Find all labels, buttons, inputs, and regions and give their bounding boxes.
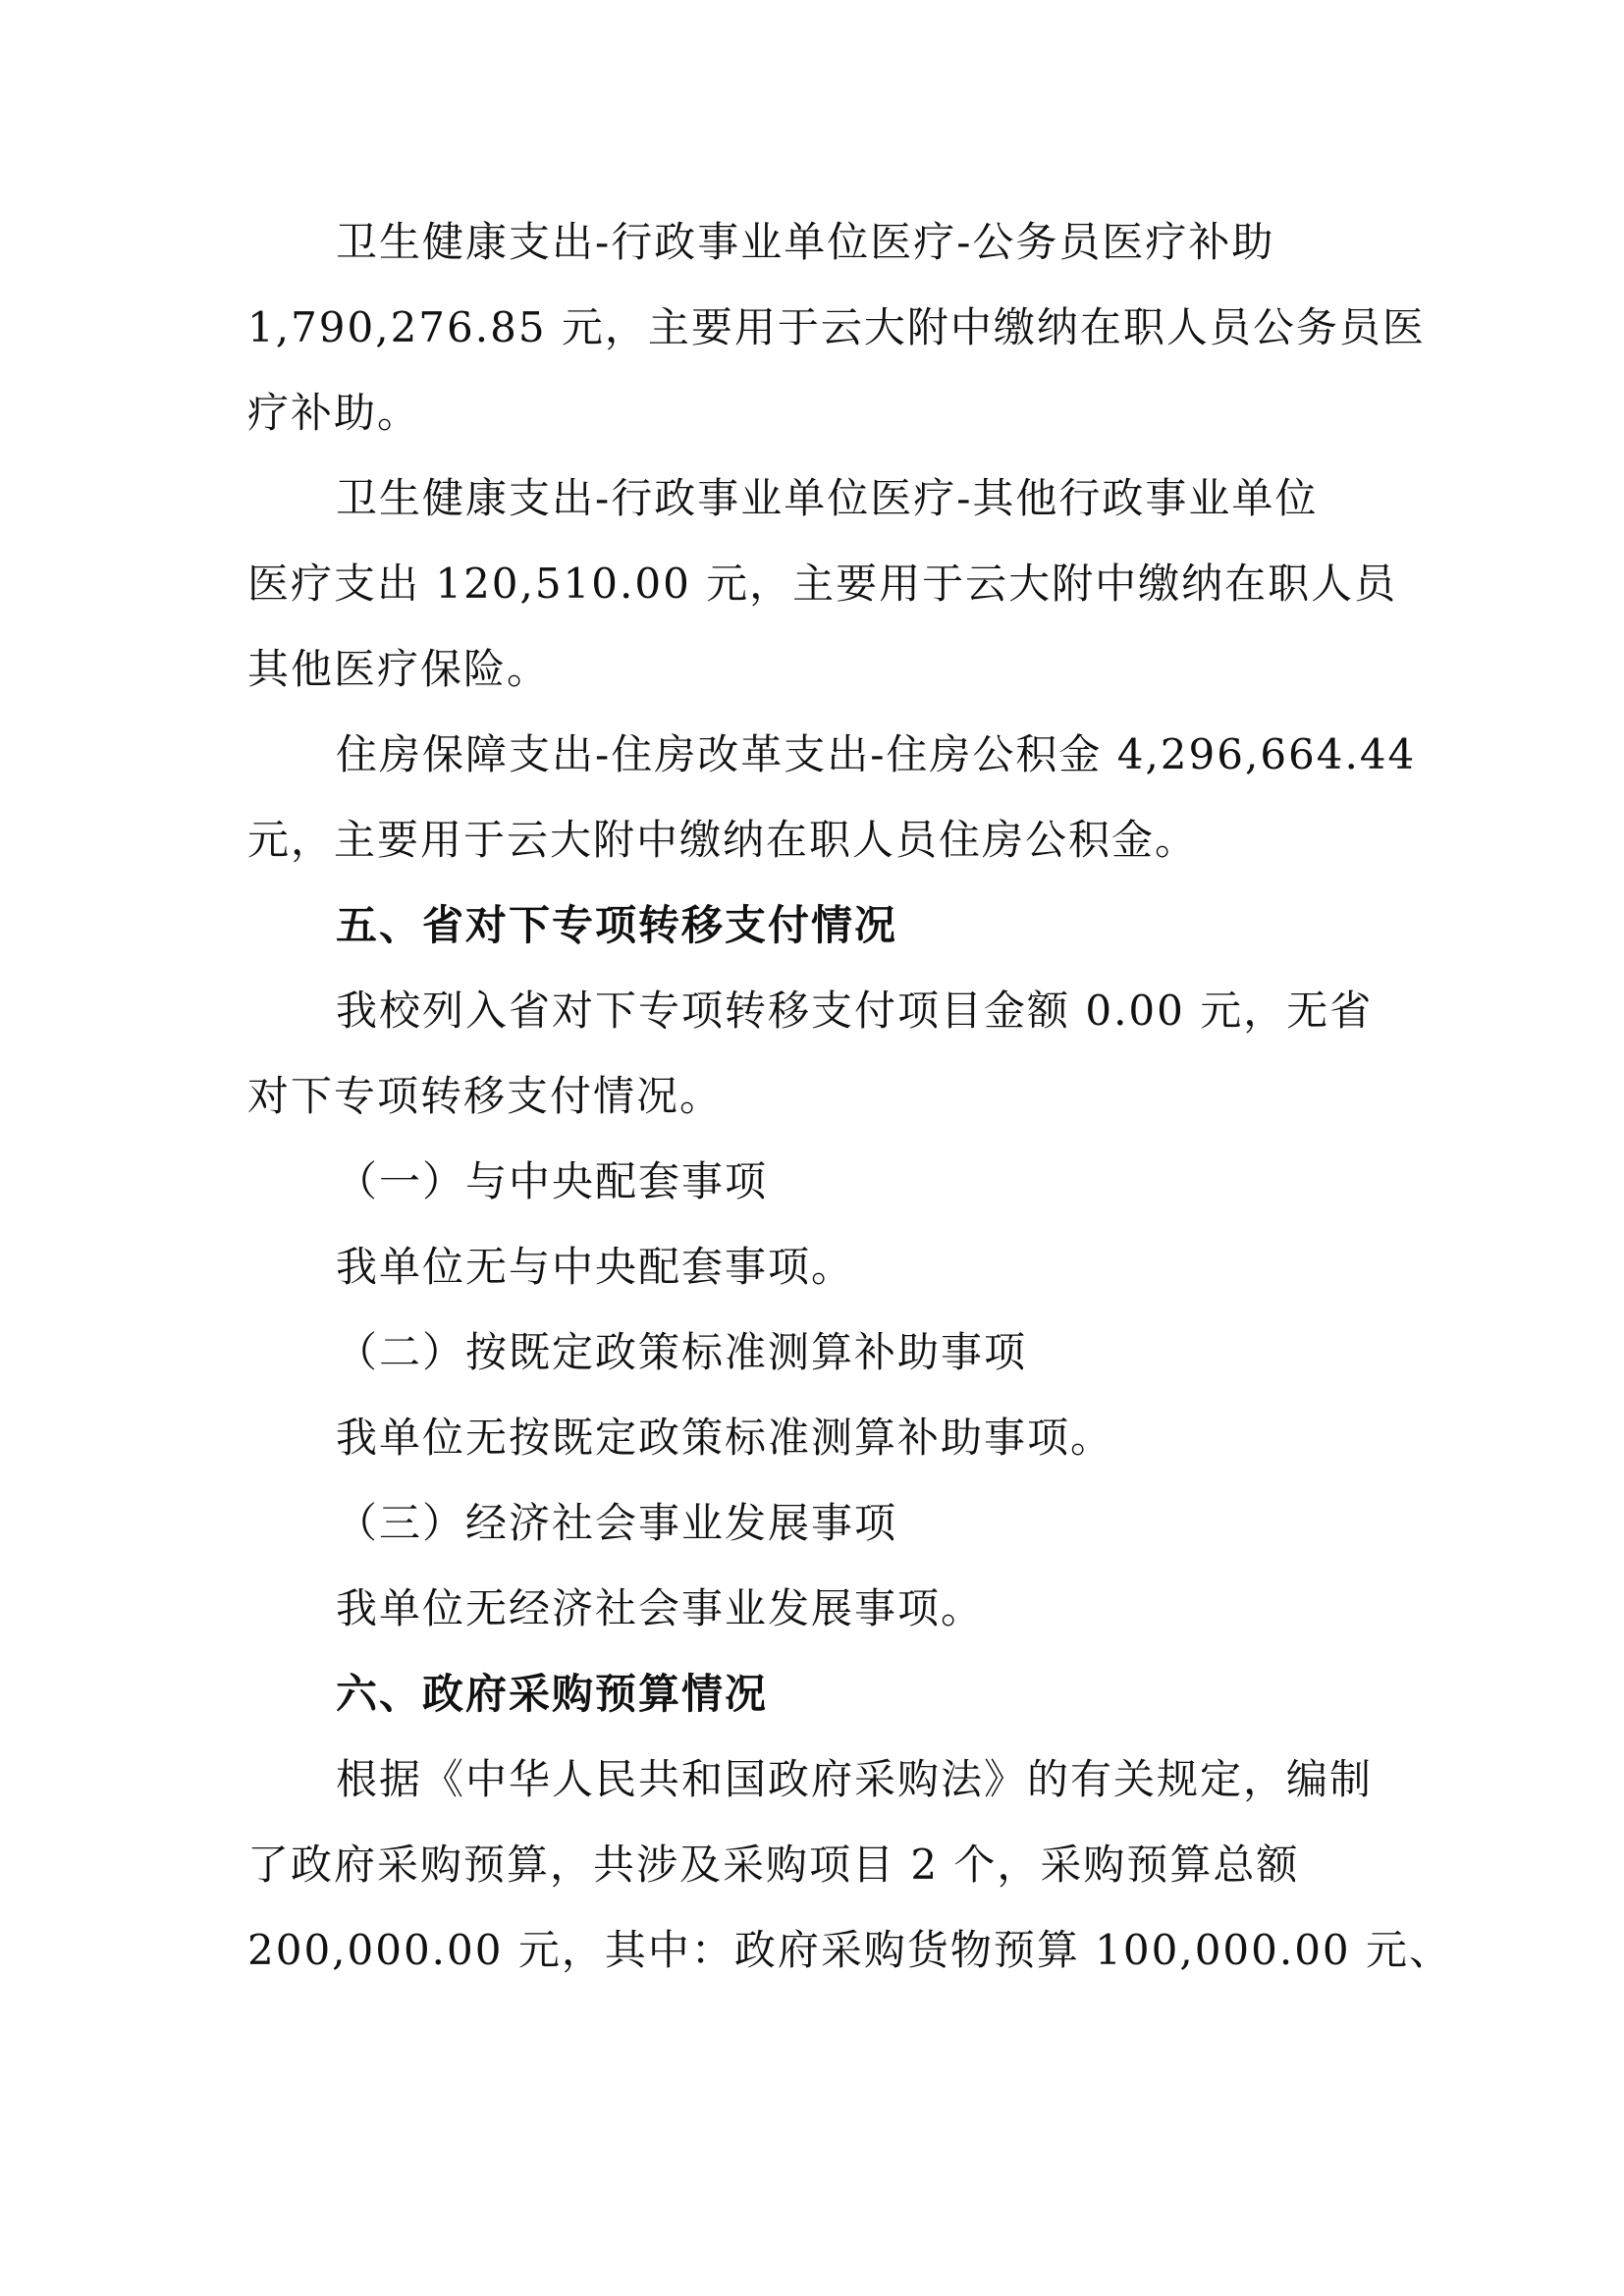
- paragraph-social-development: 我单位无经济社会事业发展事项。: [336, 1584, 985, 1632]
- section-heading-five: 五、省对下专项转移支付情况: [336, 901, 898, 949]
- paragraph-central-matching: 我单位无与中央配套事项。: [336, 1243, 855, 1291]
- subheading-central-matching: （一）与中央配套事项: [336, 1157, 769, 1205]
- paragraph-transfer-payment-line-2: 对下专项转移支付情况。: [247, 1072, 724, 1120]
- paragraph-procurement-line-2: 了政府采购预算，共涉及采购项目 2 个，采购预算总额: [247, 1841, 1300, 1889]
- section-heading-six: 六、政府采购预算情况: [336, 1670, 769, 1718]
- subheading-policy-subsidy: （二）按既定政策标准测算补助事项: [336, 1328, 1028, 1376]
- paragraph-other-medical-line-3: 其他医疗保险。: [247, 645, 551, 693]
- paragraph-procurement-line-1: 根据《中华人民共和国政府采购法》的有关规定，编制: [336, 1755, 1374, 1803]
- paragraph-other-medical-line-2: 医疗支出 120,510.00 元，主要用于云大附中缴纳在职人员: [247, 560, 1398, 608]
- subheading-social-development: （三）经济社会事业发展事项: [336, 1499, 898, 1547]
- paragraph-procurement-line-3: 200,000.00 元，其中：政府采购货物预算 100,000.00 元、: [247, 1926, 1453, 1974]
- paragraph-policy-subsidy: 我单位无按既定政策标准测算补助事项。: [336, 1414, 1114, 1462]
- paragraph-housing-fund-line-1: 住房保障支出-住房改革支出-住房公积金 4,296,664.44: [336, 730, 1417, 778]
- paragraph-other-medical-line-1: 卫生健康支出-行政事业单位医疗-其他行政事业单位: [336, 474, 1319, 522]
- paragraph-medical-subsidy-line-1: 卫生健康支出-行政事业单位医疗-公务员医疗补助: [336, 218, 1275, 266]
- paragraph-housing-fund-line-2: 元，主要用于云大附中缴纳在职人员住房公积金。: [247, 816, 1199, 864]
- paragraph-medical-subsidy-line-2: 1,790,276.85 元，主要用于云大附中缴纳在职人员公务员医: [247, 303, 1426, 351]
- paragraph-medical-subsidy-line-3: 疗补助。: [247, 389, 421, 437]
- paragraph-transfer-payment-line-1: 我校列入省对下专项转移支付项目金额 0.00 元，无省: [336, 987, 1374, 1035]
